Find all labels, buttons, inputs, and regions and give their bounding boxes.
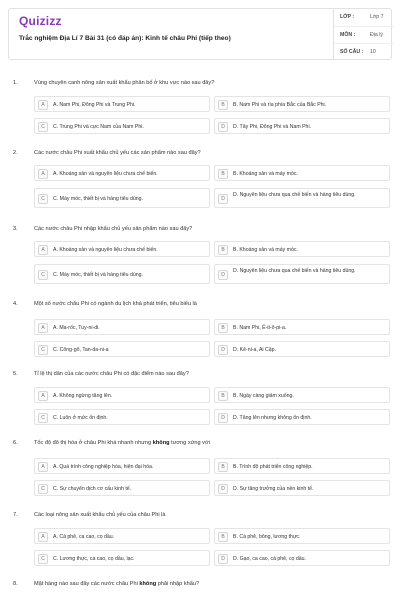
option-text: A. Quá trình công nghiệp hóa, hiện đại hóa. (53, 463, 154, 470)
option-letter: D (218, 345, 228, 355)
option-b[interactable] (214, 458, 390, 474)
option-letter: D (218, 484, 228, 494)
option-b[interactable] (214, 528, 390, 544)
question-5 (8, 371, 392, 427)
question-text-part: Tốc độ đô thị hóa ở châu Phi khá nhanh nhưng (34, 440, 153, 446)
question-text: Một số nước châu Phi có ngành du lịch khá phát triển, tiêu biểu là (34, 301, 197, 307)
option-text: D. Nguyên liệu chưa qua chế biến và hàng tiêu dùng. (233, 192, 356, 198)
option-text: B. Khoáng sản và máy móc. (233, 170, 298, 177)
option-letter: D (218, 194, 228, 204)
meta-panel (333, 9, 393, 59)
option-text: C. Công-gô, Tan-da-ni-a (53, 346, 109, 353)
option-letter: D (218, 554, 228, 564)
option-text: D. Tăng lên nhưng không ổn định. (233, 414, 312, 421)
option-text: B. Nam Phi và rìa phía Bắc của Bắc Phi. (233, 101, 327, 108)
option-text: A. Khoáng sản và nguyên liệu chưa chế biến. (53, 170, 158, 177)
option-text: D. Sự tăng trưởng của nền kinh tế. (233, 485, 314, 492)
option-letter: A (38, 169, 48, 179)
option-text: C. Trung Phi và cực Nam của Nam Phi. (53, 123, 144, 130)
option-a[interactable] (34, 528, 210, 544)
option-d[interactable] (214, 480, 390, 496)
worksheet-header (8, 8, 392, 60)
option-d[interactable] (214, 188, 390, 208)
option-letter: D (218, 122, 228, 132)
option-letter: A (38, 100, 48, 110)
option-text: B. Nam Phi, Ê-ti-ô-pi-a. (233, 324, 287, 331)
option-text: C. Luôn ở mức ổn định. (53, 414, 108, 421)
option-text: A. Ma-rốc, Tuy-ni-di. (53, 324, 100, 331)
meta-value: Địa lý (370, 32, 383, 38)
option-letter: B (218, 532, 228, 542)
option-text: A. Khoáng sản và nguyên liệu chưa chế biến. (53, 246, 158, 253)
question-text (34, 440, 374, 446)
option-text: D. Nguyên liệu chưa qua chế biến và hàng tiêu dùng. (233, 268, 356, 274)
question-text-part: tương xứng với (169, 440, 210, 446)
option-letter: A (38, 462, 48, 472)
option-text: D. Kê-ni-a, Ai Cập. (233, 346, 276, 353)
question-text: Các nước châu Phi xuất khẩu chủ yếu các sản phẩm nào sau đây? (34, 150, 201, 156)
option-c[interactable] (34, 409, 210, 425)
option-letter: B (218, 100, 228, 110)
option-letter: C (38, 345, 48, 355)
option-text: D. Gạo, ca cao, cà phê, cọ dầu. (233, 555, 306, 562)
option-letter: B (218, 391, 228, 401)
option-c[interactable] (34, 550, 210, 566)
meta-value: 10 (370, 49, 376, 55)
meta-row-grade (334, 9, 394, 25)
option-a[interactable] (34, 241, 210, 257)
option-a[interactable] (34, 165, 210, 181)
option-letter: D (218, 413, 228, 423)
option-letter: C (38, 554, 48, 564)
option-letter: A (38, 532, 48, 542)
option-a[interactable] (34, 458, 210, 474)
option-letter: C (38, 484, 48, 494)
option-d[interactable] (214, 118, 390, 134)
option-text: B. Khoáng sản và máy móc. (233, 246, 298, 253)
option-b[interactable] (214, 319, 390, 335)
option-text: D. Tây Phi, Đông Phi và Nam Phi. (233, 123, 312, 130)
option-letter: A (38, 245, 48, 255)
option-text: B. Ngày càng giảm xuống. (233, 392, 294, 399)
option-text: C. Lương thực, ca cao, cọ dầu, lạc. (53, 555, 135, 562)
option-letter: C (38, 122, 48, 132)
option-c[interactable] (34, 480, 210, 496)
question-number: 2. (13, 150, 18, 156)
option-text: C. Máy móc, thiết bị và hàng tiêu dùng. (53, 271, 143, 278)
option-letter: B (218, 245, 228, 255)
option-d[interactable] (214, 409, 390, 425)
question-8 (8, 581, 392, 593)
option-a[interactable] (34, 387, 210, 403)
option-c[interactable] (34, 264, 210, 284)
question-6 (8, 440, 392, 496)
option-text: C. Máy móc, thiết bị và hàng tiêu dùng. (53, 195, 143, 202)
option-letter: A (38, 323, 48, 333)
option-c[interactable] (34, 341, 210, 357)
option-text: B. Cà phê, bông, lương thực. (233, 533, 301, 540)
question-text: Vùng chuyên canh nông sản xuất khẩu phân bố ở khu vực nào sau đây? (34, 80, 215, 86)
option-b[interactable] (214, 165, 390, 181)
option-text: B. Trình độ phát triển công nghiệp. (233, 463, 313, 470)
option-b[interactable] (214, 96, 390, 112)
option-b[interactable] (214, 241, 390, 257)
meta-label: SỐ CÂU : (340, 49, 364, 55)
meta-value: Lớp 7 (370, 14, 384, 20)
question-7 (8, 512, 392, 568)
meta-row-question-count (334, 43, 394, 59)
quizizz-logo: Quizizz (19, 14, 62, 28)
option-d[interactable] (214, 264, 390, 284)
option-b[interactable] (214, 387, 390, 403)
meta-label: MÔN : (340, 32, 356, 38)
option-letter: B (218, 323, 228, 333)
question-text-part: Mặt hàng nào sau đây các nước châu Phi (34, 581, 140, 587)
option-text: A. Không ngừng tăng lên. (53, 392, 113, 399)
question-text: Các loại nông sản xuất khẩu chủ yếu của châu Phi là (34, 512, 166, 518)
option-letter: C (38, 194, 48, 204)
meta-row-subject (334, 26, 394, 42)
option-letter: A (38, 391, 48, 401)
question-text (34, 581, 374, 587)
question-text: Tỉ lệ thị dân của các nước châu Phi có đặc điểm nào sau đây? (34, 371, 189, 377)
question-2 (8, 150, 392, 212)
option-c[interactable] (34, 118, 210, 134)
option-d[interactable] (214, 341, 390, 357)
worksheet-title: Trắc nghiệm Địa Lí 7 Bài 31 (có đáp án): Kinh tế châu Phi (tiếp theo) (19, 35, 231, 42)
question-number: 8. (13, 581, 18, 587)
question-text-part: phải nhập khẩu? (156, 581, 200, 587)
question-emphasis: không (139, 581, 157, 587)
option-text: C. Sự chuyển dịch cơ cấu kinh tế. (53, 485, 132, 492)
question-3 (8, 226, 392, 288)
question-4 (8, 301, 392, 357)
question-number: 6. (13, 440, 18, 446)
meta-label: LỚP : (340, 14, 355, 20)
question-number: 7. (13, 512, 18, 518)
option-text: A. Nam Phi, Đông Phi và Trung Phi. (53, 101, 136, 108)
question-text: Các nước châu Phi nhập khẩu chủ yếu sản phẩm nào sau đây? (34, 226, 193, 232)
option-a[interactable] (34, 319, 210, 335)
question-emphasis: không (152, 440, 170, 446)
question-number: 1. (13, 80, 18, 86)
question-1 (8, 80, 392, 130)
option-text: A. Cà phê, ca cao, cọ dầu. (53, 533, 115, 540)
option-letter: C (38, 413, 48, 423)
option-letter: B (218, 462, 228, 472)
question-number: 5. (13, 371, 18, 377)
question-number: 4. (13, 301, 18, 307)
option-letter: D (218, 270, 228, 280)
option-letter: B (218, 169, 228, 179)
option-a[interactable] (34, 96, 210, 112)
option-letter: C (38, 270, 48, 280)
question-number: 3. (13, 226, 18, 232)
option-d[interactable] (214, 550, 390, 566)
option-c[interactable] (34, 188, 210, 208)
